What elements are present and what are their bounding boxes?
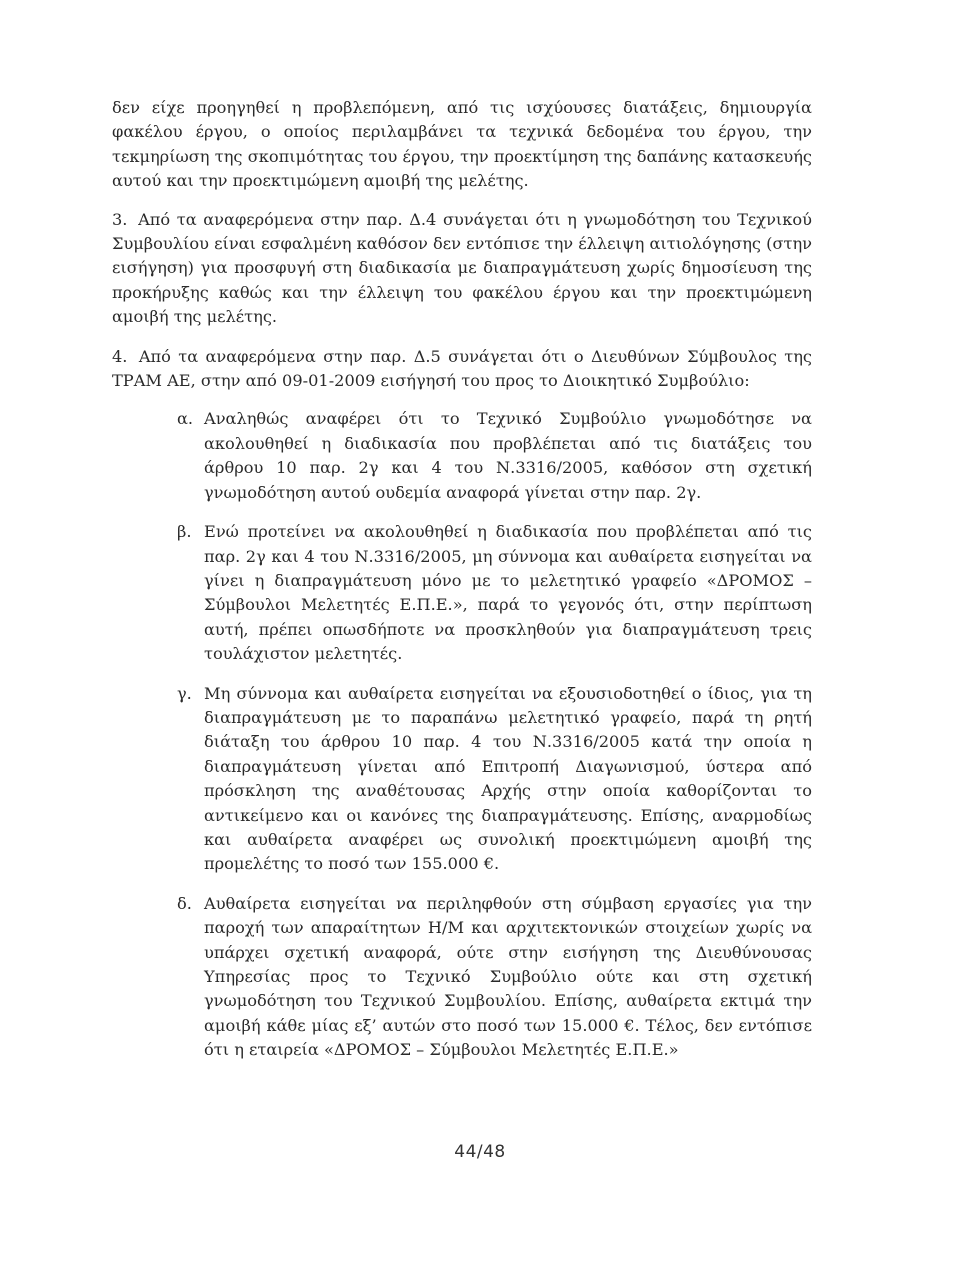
section-4: [112, 345, 812, 394]
section-3: [112, 208, 812, 330]
section-number: 3.: [112, 209, 128, 229]
list-item-delta: [112, 892, 812, 1063]
list-text: Αυθαίρετα εισηγείται να περιληφθούν στη σύμβαση εργασίες για την παροχή των απαραίτητων Η/Μ και αρχιτεκτονικών στοιχείων χωρίς να υπάρχει σχετική αναφορά, ούτε στην εισήγηση της Διευθύνουσας Υπηρεσίας προς το Τεχνικό Συμβούλιο ούτε και στη σχετική γνωμοδότηση του Τεχνικού Συμβουλίου. Επίσης, αυθαίρετα εκτιμά την αμοιβή κάθε μίας εξ’ αυτών στο ποσό των 15.000 €. Τέλος, δεν εντόπισε ότι η εταιρεία «ΔΡΟΜΟΣ – Σύμβουλοι Μελετητές Ε.Π.Ε.»: [204, 893, 812, 1060]
list-letter: δ.: [177, 893, 192, 913]
section-number: 4.: [112, 346, 128, 366]
document-page: [112, 96, 812, 1078]
list-letter: α.: [177, 409, 194, 429]
section-text: Από τα αναφερόμενα στην παρ. Δ.4 συνάγεται ότι η γνωμοδότηση του Τεχνικού Συμβουλίου είναι εσφαλμένη καθόσον δεν εντόπισε την έλλειψη αιτιολόγησης (στην εισήγηση) για προσφυγή στη διαδικασία με διαπραγμάτευση χωρίς δημοσίευση της προκήρυξης καθώς και την έλλειψη του φακέλου έργου και την προεκτιμώμενη αμοιβή της μελέτης.: [112, 209, 812, 327]
list-text: Ενώ προτείνει να ακολουθηθεί η διαδικασία που προβλέπεται από τις παρ. 2γ και 4 του Ν.3316/2005, μη σύννομα και αυθαίρετα εισηγείται να γίνει η διαπραγμάτευση μόνο με το μελετητικό γραφείο «ΔΡΟΜΟΣ – Σύμβουλοι Μελετητές Ε.Π.Ε.», παρά το γεγονός ότι, στην περίπτωση αυτή, πρέπει οπωσδήποτε να προσκληθούν για διαπραγμάτευση τρεις τουλάχιστον μελετητές.: [204, 522, 812, 664]
list-letter: β.: [177, 522, 192, 542]
section-text: Από τα αναφερόμενα στην παρ. Δ.5 συνάγεται ότι ο Διευθύνων Σύμβουλος της ΤΡΑΜ ΑΕ, στην από 09-01-2009 εισήγησή του προς το Διοικητικό Συμβούλιο:: [112, 346, 812, 391]
list-item-alpha: [112, 407, 812, 505]
page-number: 44/48: [454, 1142, 506, 1162]
continuation-paragraph: δεν είχε προηγηθεί η προβλεπόμενη, από τις ισχύουσες διατάξεις, δημιουργία φακέλου έργου, ο οποίος περιλαμβάνει τα τεχνικά δεδομένα του έργου, την τεκμηρίωση της σκοπιμότητας του έργου, την προεκτίμηση της δαπάνης κατασκευής αυτού και την προεκτιμώμενη αμοιβή της μελέτης.: [112, 98, 812, 191]
list-item-beta: [112, 520, 812, 666]
findings-list: [112, 407, 812, 1062]
list-text: Αναληθώς αναφέρει ότι το Τεχνικό Συμβούλιο γνωμοδότησε να ακολουθηθεί η διαδικασία που προβλέπεται από τις διατάξεις του άρθρου 10 παρ. 2γ και 4 του Ν.3316/2005, καθόσον στη σχετική γνωμοδότηση αυτού ουδεμία αναφορά γίνεται στην παρ. 2γ.: [204, 409, 812, 502]
list-item-gamma: [112, 682, 812, 877]
list-text: Μη σύννομα και αυθαίρετα εισηγείται να εξουσιοδοτηθεί ο ίδιος, για τη διαπραγμάτευση με το παραπάνω μελετητικό γραφείο, παρά τη ρητή διάταξη του άρθρου 10 παρ. 4 του Ν.3316/2005 κατά την οποία η διαπραγμάτευση γίνεται από Επιτροπή Διαγωνισμού, ύστερα από πρόσκληση της αναθέτουσας Αρχής στην οποία καθορίζονται το αντικείμενο και οι κανόνες της διαπραγμάτευσης. Επίσης, αναρμοδίως και αυθαίρετα αναφέρει ως συνολική προεκτιμώμενη αμοιβή της προμελέτης το ποσό των 155.000 €.: [204, 683, 812, 874]
list-letter: γ.: [177, 683, 192, 703]
